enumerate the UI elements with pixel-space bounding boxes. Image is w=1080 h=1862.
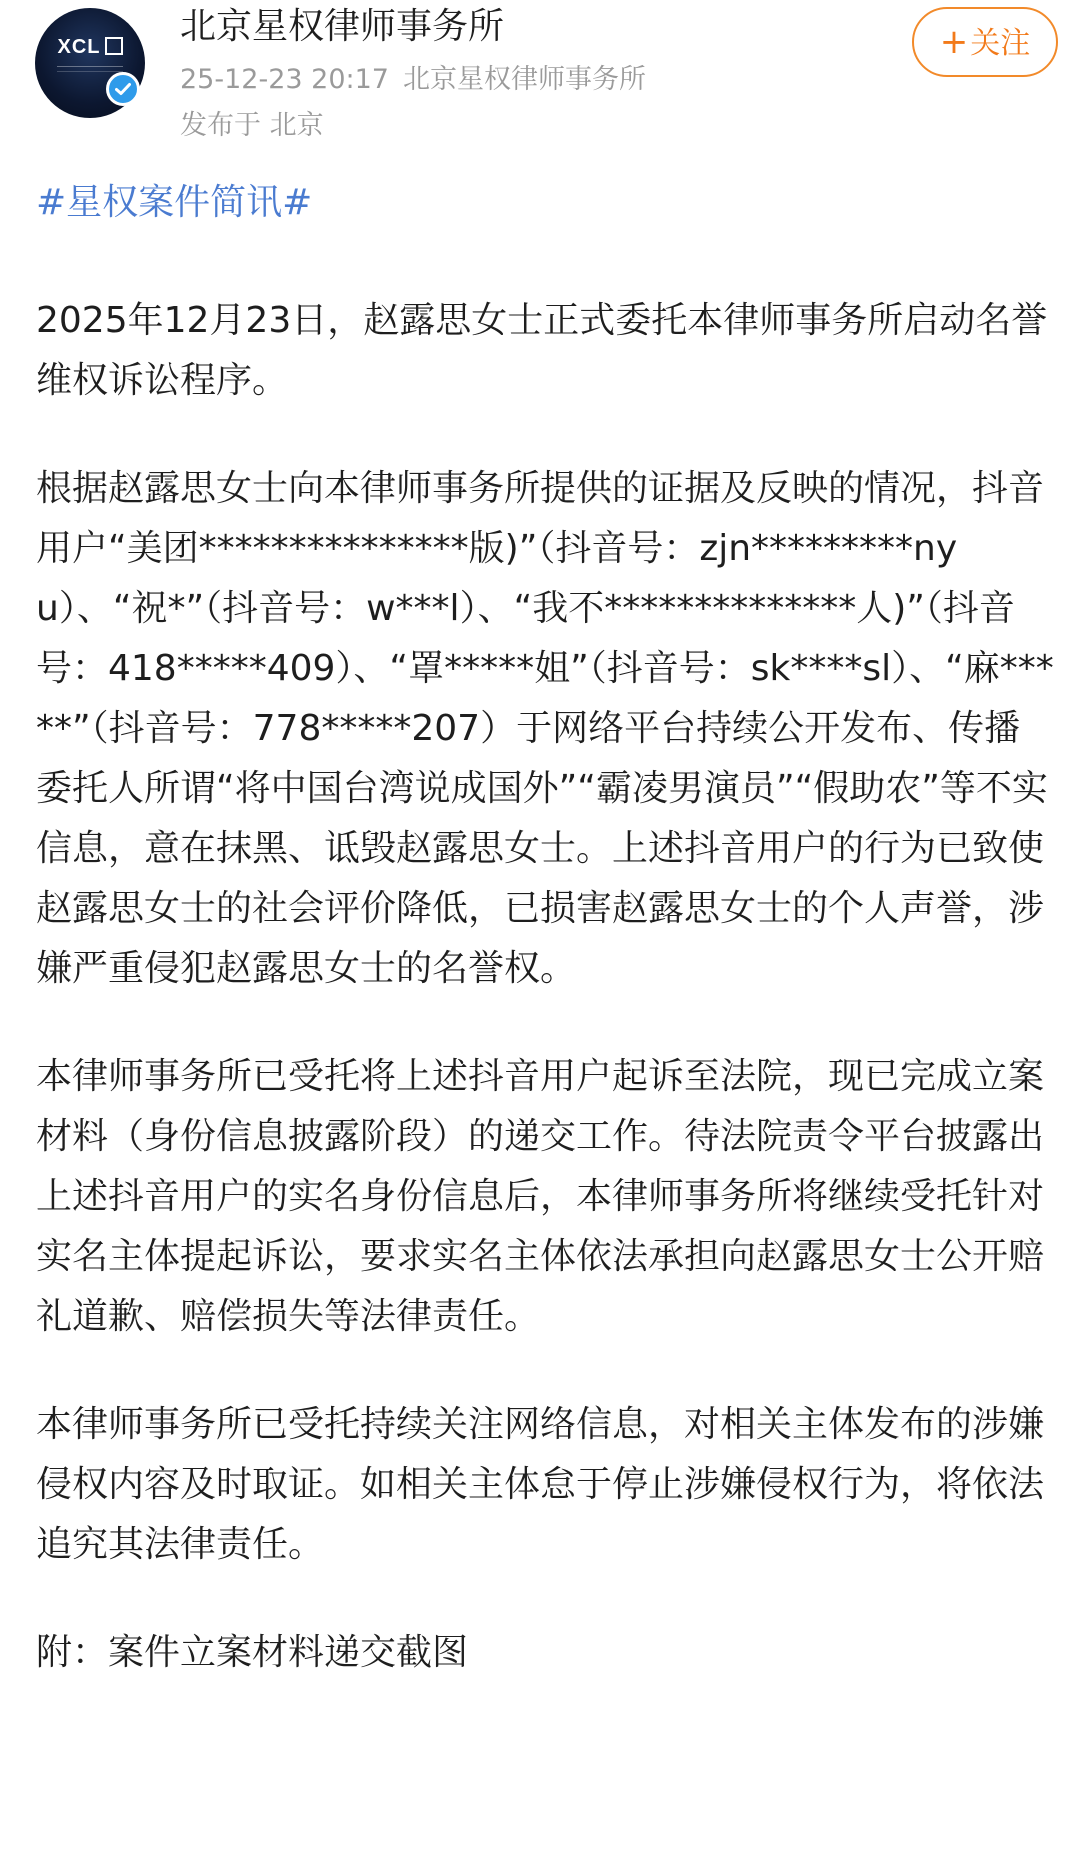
post-paragraph: 本律师事务所已受托将上述抖音用户起诉至法院，现已完成立案材料（身份信息披露阶段）的递交工作。待法院责令平台披露出上述抖音用户的实名身份信息后，本律师事务所将继续受托针对实名主体提起诉讼，要求实名主体依法承担向赵露思女士公开赔礼道歉、赔偿损失等法律责任。 [36,1056,1045,1337]
post-paragraph: 2025年12月23日，赵露思女士正式委托本律师事务所启动名誉维权诉讼程序。 [36,300,1048,401]
avatar-logo [35,36,145,59]
author-name[interactable]: 北京星权律师事务所 [180,6,505,47]
post-paragraph: 根据赵露思女士向本律师事务所提供的证据及反映的情况，抖音用户“美团***************版)”（抖音号：zjn*********nyu）、“祝*”（抖音号：w***l）、“我不**************人)”（抖音号：418*****409）、“罩*****姐”（抖音号：sk****sl）、“麻*****”（抖音号：778*****207）于网络平台持续公开发布、传播委托人所谓“将中国台湾说成国外”“霸凌男演员”“假助农”等不实信息，意在抹黑、诋毁赵露思女士。上述抖音用户的行为已致使赵露思女士的社会评价降低，已损害赵露思女士的个人声誉，涉嫌严重侵犯赵露思女士的名誉权。 [36,468,1054,989]
hashtag-link[interactable]: #星权案件简讯# [36,182,313,223]
plus-icon: + [939,22,969,62]
verified-check-icon [106,72,140,106]
avatar-logo-text: XCL [57,36,101,58]
post-source: 北京星权律师事务所 [402,64,646,95]
post-datetime: 25-12-23 20:17 [180,64,389,95]
post-meta [180,62,646,98]
post-header [0,0,1080,150]
follow-button[interactable] [912,7,1058,77]
post-body [36,173,1056,1683]
avatar-decoration [57,66,123,72]
post-paragraph: 本律师事务所已受托持续关注网络信息，对相关主体发布的涉嫌侵权内容及时取证。如相关主体怠于停止涉嫌侵权行为，将依法追究其法律责任。 [36,1404,1045,1565]
post-paragraph: 附：案件立案材料递交截图 [36,1632,469,1673]
post-location: 发布于 北京 [180,110,324,141]
follow-label: 关注 [970,26,1031,61]
avatar-logo-mark [105,37,123,55]
